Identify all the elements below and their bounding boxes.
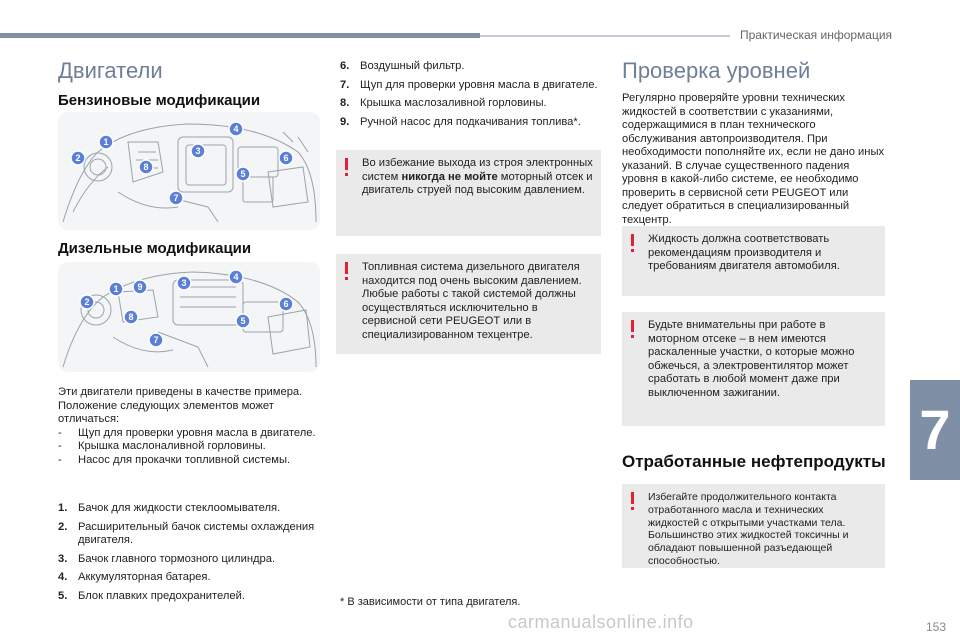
list-item: [340, 97, 600, 111]
variable-items-list: [58, 427, 323, 468]
warning-icon: [345, 158, 348, 170]
header-bar-thin: [480, 35, 730, 37]
petrol-marker-2: 2: [75, 153, 81, 163]
item-number: 9.: [340, 115, 350, 128]
list-item: [340, 60, 600, 74]
watermark: carmanualsonline.info: [508, 612, 694, 632]
item-text: Воздушный фильтр.: [360, 60, 465, 72]
engines-intro-text: Эти двигатели приведены в качестве примера. Положение следующих элементов может отличаться:: [58, 386, 303, 425]
list-item: - Насос для прокачки топливной системы.: [58, 453, 291, 466]
item-text: Щуп для проверки уровня масла в двигателе.: [360, 78, 598, 91]
warning-text: Будьте внимательны при работе в моторном отсеке – в нем имеются раскаленные участки, о которые можно обжечься, а электровентилятор может сработать в любой момент даже при выключенном зажигании.: [648, 319, 855, 399]
list-item: - Крышка маслоналивной горловины.: [58, 440, 266, 452]
item-number: 2.: [58, 520, 68, 533]
fluid-warning: [622, 226, 885, 296]
list-item-text: Щуп для проверки уровня масла в двигателе.: [78, 426, 316, 439]
diesel-marker-5: 5: [240, 316, 246, 326]
list-item-text: Насос для прокачки топливной системы.: [78, 453, 291, 466]
diesel-marker-6: 6: [283, 299, 289, 309]
footnote: * В зависимости от типа двигателя.: [340, 596, 521, 608]
warning-text-part: моторный отсек и двигатель струей под высоким давлением.: [362, 170, 593, 196]
diesel-marker-8: 8: [128, 312, 134, 322]
list-item: [58, 590, 323, 604]
petrol-marker-5: 5: [240, 169, 246, 179]
washing-warning: [336, 150, 601, 236]
item-text: Блок плавких предохранителей.: [78, 589, 245, 602]
waste-heading: Отработанные нефтепродукты: [622, 452, 886, 471]
warning-icon: [631, 234, 634, 246]
warning-text: Избегайте продолжительного контакта отработанного масла и технических жидкостей с открытыми участками тела. Большинство этих жидкостей токсичны и обладают повышенной разъедающей способностью.: [648, 491, 849, 567]
list-item: [58, 553, 323, 567]
item-number: 6.: [340, 60, 350, 72]
item-text: Крышка маслозаливной горловины.: [360, 97, 547, 109]
item-number: 4.: [58, 571, 68, 583]
components-list-2: [340, 60, 600, 134]
item-text: Ручной насос для подкачивания топлива*.: [360, 115, 581, 128]
item-number: 1.: [58, 502, 68, 514]
waste-warning: [622, 484, 885, 568]
engines-intro: [58, 386, 323, 467]
warning-icon: [631, 492, 634, 504]
chapter-tab: 7: [910, 380, 960, 480]
item-text: Расширительный бачок системы охлаждения двигателя.: [78, 520, 315, 546]
item-number: 3.: [58, 552, 68, 565]
warning-text: Жидкость должна соответствовать рекомендациям производителя и требованиям двигателя автомобиля.: [648, 233, 840, 272]
engines-title: Двигатели: [58, 58, 163, 83]
section-header: Практическая информация: [740, 28, 893, 42]
list-item: - Щуп для проверки уровня масла в двигателе.: [58, 426, 316, 439]
petrol-marker-3: 3: [195, 146, 201, 156]
petrol-marker-1: 1: [103, 137, 109, 147]
fuel-system-warning: [336, 254, 601, 354]
warning-text-part: Во избежание выхода из строя электронных систем: [362, 157, 593, 183]
item-text: Бачок главного тормозного цилиндра.: [78, 552, 276, 565]
petrol-marker-6: 6: [283, 153, 289, 163]
diesel-marker-3: 3: [181, 278, 187, 288]
diesel-marker-1: 1: [113, 284, 119, 294]
item-number: 7.: [340, 78, 350, 91]
list-item-text: Крышка маслоналивной горловины.: [78, 440, 266, 452]
item-text: Аккумуляторная батарея.: [78, 571, 211, 583]
diesel-marker-7: 7: [153, 335, 159, 345]
diesel-heading: Дизельные модификации: [58, 240, 252, 257]
components-list-1: [58, 502, 323, 608]
list-item: [58, 521, 323, 548]
levels-title: Проверка уровней: [622, 58, 811, 83]
diesel-marker-9: 9: [137, 282, 143, 292]
petrol-heading: Бензиновые модификации: [58, 92, 261, 109]
petrol-engine-diagram: [58, 112, 320, 230]
list-item: [58, 571, 323, 585]
hot-parts-warning: [622, 312, 885, 426]
list-item: [340, 79, 600, 93]
list-item: [58, 502, 323, 516]
petrol-marker-8: 8: [143, 162, 149, 172]
warning-icon: [345, 262, 348, 274]
petrol-marker-7: 7: [173, 193, 179, 203]
levels-intro: Регулярно проверяйте уровни технических жидкостей в соответствии с указаниями, содержащимися в план технического обслуживания автопроизводителя. При необходимости пополняйте их, если не дано иных указаний. В случае существенного падения уровня в какой-либо системе, ее необходимо проверить в сервисной сети PEUGEOT или следует обратиться в специализированный техцентр.: [622, 92, 885, 226]
petrol-marker-4: 4: [233, 124, 239, 134]
warning-text: Топливная система дизельного двигателя находится под очень высоким давлением. Любые работы с такой системой должны осуществляться исключительно в сервисной сети PEUGEOT или в специализированном техцентре.: [362, 261, 582, 341]
page-number: 153: [925, 620, 946, 634]
item-number: 8.: [340, 97, 350, 109]
header-bar: [0, 33, 480, 38]
diesel-marker-4: 4: [233, 272, 239, 282]
item-number: 5.: [58, 589, 68, 602]
diesel-engine-diagram: [58, 262, 320, 372]
item-text: Бачок для жидкости стеклоомывателя.: [78, 502, 281, 514]
warning-emphasis: никогда не мойте: [401, 170, 498, 183]
list-item: [340, 116, 600, 130]
warning-icon: [631, 320, 634, 332]
diesel-marker-2: 2: [84, 297, 90, 307]
